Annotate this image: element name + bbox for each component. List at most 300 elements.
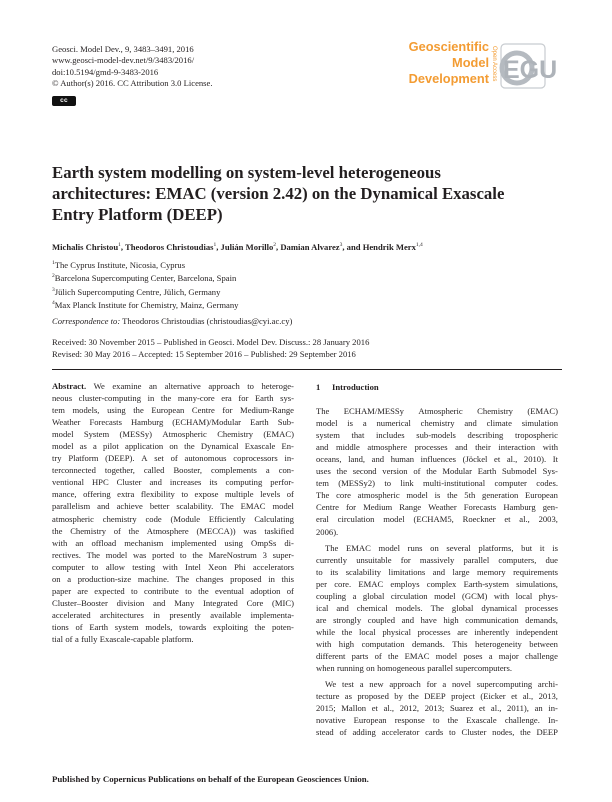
affiliation-text: The Cyprus Institute, Nicosia, Cyprus — [54, 259, 186, 270]
text-line — [316, 566, 558, 578]
word: Centre — [316, 502, 339, 513]
word: coupled — [367, 614, 396, 625]
word: and — [153, 597, 166, 608]
text-line — [316, 638, 558, 650]
author-name: Theodoros Christoudias — [125, 242, 214, 252]
affiliation — [52, 258, 238, 271]
word: Medium — [363, 502, 393, 513]
word: contribute — [144, 585, 179, 596]
word: The — [220, 501, 234, 512]
word: challenge — [524, 650, 558, 661]
word: are — [77, 585, 88, 596]
word: for — [426, 679, 437, 690]
word: et — [371, 703, 378, 714]
word: with — [542, 442, 558, 453]
text-line — [52, 416, 294, 428]
affiliation-list — [52, 258, 238, 312]
word: models, — [72, 405, 100, 416]
word: to — [185, 585, 192, 596]
word: Intel — [185, 561, 201, 572]
word: 2010). — [523, 454, 547, 465]
word: memory — [476, 566, 506, 577]
affiliation — [52, 285, 238, 298]
word: the — [426, 466, 437, 477]
word: novative — [316, 715, 346, 726]
word: pilot — [103, 441, 119, 452]
word: exploiting — [213, 621, 248, 632]
word: second — [352, 466, 377, 477]
word: supercomputing — [476, 679, 533, 690]
word: simulations, — [516, 578, 558, 589]
author-name: Michalis Christou — [52, 242, 119, 252]
word: limitations — [388, 566, 426, 577]
text-line — [316, 465, 558, 477]
word: Roeckner — [462, 514, 496, 525]
word: generation — [482, 490, 519, 501]
word: computation — [361, 638, 405, 649]
text-line — [316, 626, 558, 638]
word: in — [147, 393, 155, 404]
text-line — [52, 513, 294, 525]
affiliation-text: Max Planck Institute for Chemistry, Mainz, Germany — [54, 300, 239, 311]
word: Chemistry — [70, 525, 106, 536]
word: Booster, — [173, 465, 202, 476]
word: processes — [525, 602, 558, 613]
word: describing — [467, 430, 504, 441]
word: the — [133, 405, 144, 416]
word: Suarez — [449, 703, 474, 714]
word: Exascale-capable — [99, 633, 160, 644]
text-line — [316, 489, 558, 501]
word: mechanism — [124, 537, 164, 548]
text-line — [316, 690, 558, 702]
text-line — [316, 702, 558, 714]
word: available — [210, 609, 242, 620]
word: on — [366, 663, 375, 674]
word: parallelism — [52, 501, 91, 512]
word: model — [406, 490, 428, 501]
word: a — [74, 633, 79, 644]
word: in- — [548, 703, 558, 714]
word: chemistry — [420, 418, 455, 429]
word: (EMAC) — [263, 429, 294, 440]
egu-logo-icon — [497, 42, 565, 98]
text-line — [316, 429, 558, 441]
word: Hamburg — [130, 417, 164, 428]
word: Range — [399, 502, 422, 513]
word: major — [498, 650, 519, 661]
introduction-body — [316, 405, 558, 738]
word: poses — [463, 650, 483, 661]
word: Integrated — [202, 597, 238, 608]
word: sys- — [280, 393, 294, 404]
word: System — [83, 429, 110, 440]
word: and — [97, 501, 110, 512]
word: et — [511, 691, 518, 702]
word: We — [325, 679, 337, 690]
word: tecture — [316, 691, 340, 702]
word: strongly — [333, 614, 362, 625]
word: mance, — [52, 489, 77, 500]
word: Forecasts — [89, 417, 122, 428]
text-line — [52, 549, 294, 561]
word: DEEP — [424, 691, 446, 702]
word: includes — [376, 430, 405, 441]
word: for — [345, 502, 357, 513]
author-name: Hendrik Merx — [362, 242, 416, 252]
word: the — [336, 466, 348, 477]
word: Earth — [250, 417, 269, 428]
word: chemistry — [102, 513, 137, 524]
word: of — [113, 525, 121, 536]
word: poten- — [271, 621, 294, 632]
date-line: Received: 30 November 2015 – Published in Geosci. Model Dev. Discuss.: 28 January 2016 — [52, 337, 370, 347]
word: DEEP — [536, 727, 558, 738]
word: extra — [117, 489, 135, 500]
word: test — [342, 679, 354, 690]
text-line — [316, 726, 558, 738]
introduction-column — [316, 381, 558, 738]
word: in — [268, 573, 275, 584]
word: have — [420, 614, 437, 625]
word: is — [347, 418, 354, 429]
word: link — [400, 478, 414, 489]
word: (DEEP). — [105, 453, 135, 464]
text-line — [316, 678, 558, 690]
word: was — [243, 525, 257, 536]
word: their — [475, 442, 491, 453]
word: nodes, — [492, 727, 515, 738]
journal-name — [401, 39, 489, 87]
word: Atmospheric — [162, 429, 207, 440]
word: for — [400, 554, 411, 565]
word: levels — [260, 489, 281, 500]
word: core. — [334, 578, 352, 589]
word: et — [504, 514, 511, 525]
word: to — [432, 715, 440, 726]
word: Platform — [68, 453, 99, 464]
word: proposed — [230, 573, 262, 584]
word: increases — [169, 477, 202, 488]
text-line — [316, 650, 558, 662]
word: inherently — [474, 626, 510, 637]
citation-line: www.geosci-model-dev.net/9/3483/2016/ — [52, 55, 195, 66]
word: simulation — [521, 418, 558, 429]
word: the — [184, 441, 195, 452]
author-name: Damian Alvarez — [280, 242, 340, 252]
word: due — [545, 554, 558, 565]
affiliation-number: 3 — [52, 286, 55, 293]
word: 2012, — [399, 703, 420, 714]
word: as — [344, 691, 352, 702]
word: Cluster — [461, 727, 487, 738]
word: computer — [52, 561, 85, 572]
word: 3 — [262, 549, 267, 560]
word: middle — [335, 442, 360, 453]
word: 2006). — [316, 526, 339, 537]
word: to — [181, 489, 189, 500]
word: model — [383, 514, 405, 525]
word: of — [170, 453, 178, 464]
word: local — [358, 626, 376, 637]
word: in — [153, 609, 160, 620]
text-line — [316, 602, 558, 614]
word: core — [336, 490, 351, 501]
word: proposed — [357, 691, 389, 702]
word: processes — [417, 626, 451, 637]
word: neous — [52, 393, 73, 404]
egu-logo-text: EGU — [503, 56, 558, 84]
word: taskified — [264, 525, 294, 536]
word: Weather — [428, 502, 457, 513]
word: perfor- — [270, 477, 294, 488]
text-line — [316, 405, 558, 417]
text-line — [52, 633, 294, 645]
word: runs — [407, 542, 423, 553]
word: heterogeneity — [475, 638, 522, 649]
word: al., — [383, 703, 395, 714]
abstract-label: Abstract. — [52, 381, 87, 391]
word: con- — [278, 465, 294, 476]
word: system — [114, 621, 139, 632]
word: local — [515, 590, 533, 601]
text-line — [52, 597, 294, 609]
word: ECHAM/MESSy — [343, 406, 404, 417]
text-line — [316, 513, 558, 525]
word: of — [374, 650, 382, 661]
word: model — [52, 429, 74, 440]
word: achieve — [116, 501, 143, 512]
text-line — [316, 526, 558, 538]
word: examine — [112, 381, 142, 391]
word: It — [552, 454, 558, 465]
word: demands, — [525, 614, 558, 625]
affiliation-text: Barcelona Supercomputing Center, Barcelona, Spain — [54, 273, 237, 284]
word: processes — [414, 442, 448, 453]
word: The — [86, 549, 101, 560]
text-line — [52, 464, 294, 476]
word: an — [534, 703, 543, 714]
text-line — [52, 404, 294, 416]
affiliation-number: 4 — [52, 300, 55, 307]
word: complements — [211, 465, 257, 476]
word: to — [247, 381, 254, 391]
word: ventional — [52, 477, 84, 488]
word: on — [430, 542, 439, 553]
word: Chemistry — [477, 406, 513, 417]
text-line — [316, 554, 558, 566]
word: and — [401, 614, 414, 625]
text-line — [52, 500, 294, 512]
journal-name-line-2: Model Development — [408, 55, 489, 86]
word: and — [455, 442, 468, 453]
word: many-core — [177, 393, 215, 404]
word: multiple — [224, 489, 254, 500]
affiliation-text: Jülich Supercomputing Centre, Jülich, Germany — [54, 286, 221, 297]
text-line — [52, 609, 294, 621]
word: towards — [179, 621, 207, 632]
word: (ECHAM5, — [413, 514, 454, 525]
word: the — [447, 490, 458, 501]
word: interaction — [498, 442, 536, 453]
word: multi-institutional — [423, 478, 486, 489]
word: the — [52, 525, 63, 536]
word: global — [451, 602, 474, 613]
word: together, — [104, 465, 135, 476]
word: division — [116, 597, 145, 608]
word: et — [479, 703, 486, 714]
word: the — [387, 650, 399, 661]
word: (Eicker — [480, 691, 506, 702]
word: chemical — [356, 602, 388, 613]
word: tropospheric — [514, 430, 558, 441]
word: model — [52, 441, 74, 452]
word: eventual — [214, 585, 245, 596]
word: al., — [522, 691, 534, 702]
word: Dynamical — [200, 441, 239, 452]
word: several — [446, 542, 471, 553]
word: The — [430, 602, 444, 613]
word: The — [175, 573, 190, 584]
word: to — [91, 561, 99, 572]
word: that — [351, 430, 365, 441]
word: supercomputers. — [455, 663, 512, 674]
word: European — [353, 715, 387, 726]
word: (MESSy2) — [338, 478, 375, 489]
word: stead — [316, 727, 334, 738]
text-line — [52, 488, 294, 500]
word: project — [451, 691, 475, 702]
word: EMAC — [240, 501, 266, 512]
word: 5th — [464, 490, 476, 501]
cc-license-badge: cc — [52, 96, 76, 106]
word: a — [265, 465, 270, 476]
publisher-footer: Published by Copernicus Publications on behalf of the European Geosciences Union. — [52, 774, 369, 784]
text-line — [316, 714, 558, 726]
author-list — [52, 242, 423, 252]
open-access-label: Open Access — [491, 46, 497, 82]
word: communication — [465, 614, 519, 625]
word: super- — [272, 549, 294, 560]
word: with — [162, 561, 178, 572]
word: changes — [195, 573, 224, 584]
publication-dates — [52, 336, 369, 360]
word: al., — [506, 454, 518, 465]
word: EMAC — [346, 542, 371, 553]
word: a — [442, 679, 447, 690]
word: are — [457, 626, 468, 637]
word: production-size — [77, 573, 132, 584]
text-line — [52, 380, 294, 392]
word: application — [125, 441, 164, 452]
word: model — [435, 650, 458, 661]
word: as — [79, 441, 87, 452]
word: di- — [284, 537, 294, 548]
word: global — [362, 590, 385, 601]
word: (MESSy) — [119, 429, 153, 440]
word: terconnected — [52, 465, 96, 476]
word: massively — [419, 554, 455, 565]
word: Hamburg — [503, 502, 536, 513]
word: En- — [281, 441, 294, 452]
word: architectures — [100, 609, 144, 620]
text-line — [316, 453, 558, 465]
citation-line: © Author(s) 2016. CC Attribution 3.0 License. — [52, 77, 213, 88]
word: phys- — [538, 590, 558, 601]
word: with — [316, 638, 332, 649]
word: flexibility — [140, 489, 175, 500]
word: climate — [486, 418, 512, 429]
word: The — [325, 542, 339, 553]
word: the — [341, 626, 353, 637]
word: of — [339, 727, 347, 738]
word: scalability. — [176, 501, 214, 512]
word: is — [552, 542, 558, 553]
word: an — [148, 381, 158, 391]
word: parallel — [463, 554, 490, 565]
word: Centre — [191, 405, 215, 416]
word: using — [224, 537, 243, 548]
author-separator: , — [276, 242, 281, 252]
word: and — [464, 418, 477, 429]
author-separator: , and — [342, 242, 363, 252]
word: it — [539, 542, 545, 553]
word: al., — [519, 514, 530, 525]
word: Sys- — [542, 466, 558, 477]
word: Earth — [477, 466, 497, 477]
word: 2003, — [538, 514, 558, 525]
abstract-column — [52, 380, 294, 645]
word: a — [488, 650, 493, 661]
word: Cluster — [116, 477, 142, 488]
word: (MECCA)) — [196, 525, 236, 536]
word: models. — [395, 602, 423, 613]
text-line — [316, 614, 558, 626]
word: cards — [425, 727, 444, 738]
word: circulation — [390, 590, 428, 601]
word: 2015; — [316, 703, 336, 714]
word: and — [336, 602, 349, 613]
section-title: Introduction — [332, 382, 379, 392]
text-line — [52, 537, 294, 549]
text-line — [316, 417, 558, 429]
word: requirements — [513, 566, 558, 577]
word: the — [160, 393, 172, 404]
word: while — [316, 626, 336, 637]
word: model — [434, 590, 456, 601]
author-affiliation-mark: 2 — [273, 242, 277, 249]
word: new — [369, 679, 384, 690]
word: on — [169, 441, 178, 452]
title-line: Entry Platform (DEEP) — [52, 204, 223, 224]
word: computing — [225, 477, 263, 488]
paper-title — [52, 163, 562, 225]
word: the — [254, 621, 266, 632]
word: and — [149, 477, 162, 488]
word: physical — [382, 626, 411, 637]
word: HPC — [91, 477, 109, 488]
word: of — [413, 466, 421, 477]
word: called — [143, 465, 165, 476]
word: the — [447, 715, 459, 726]
word: This — [452, 638, 468, 649]
word: model — [105, 549, 128, 560]
word: the — [192, 549, 203, 560]
section-heading-introduction — [316, 381, 558, 393]
word: Earth-system — [463, 578, 509, 589]
word: (Module — [170, 513, 201, 524]
word: of — [286, 489, 294, 500]
